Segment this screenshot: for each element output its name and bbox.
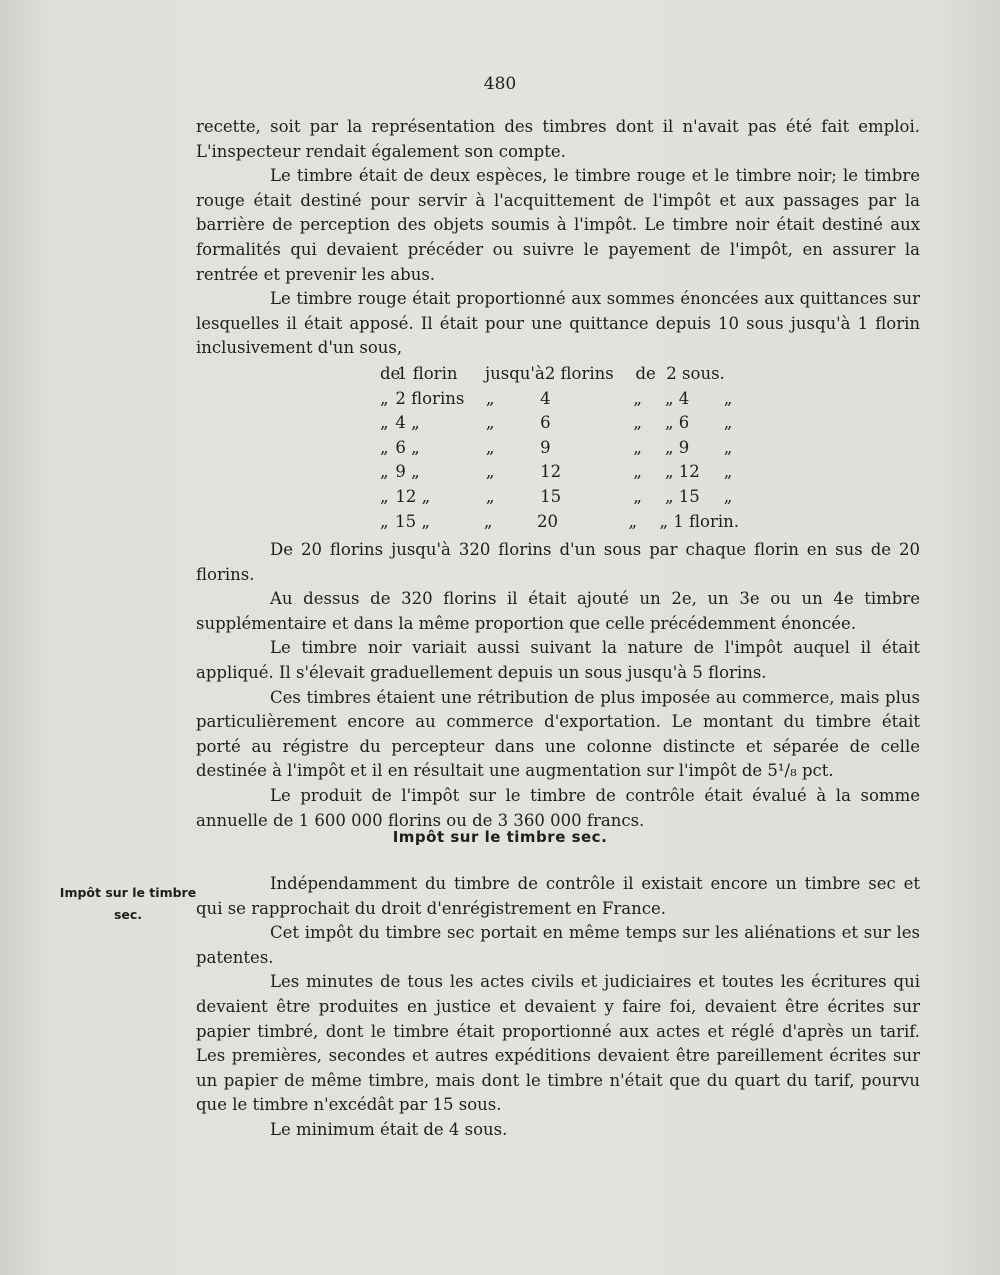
tariff-cell: „ <box>380 388 389 408</box>
tariff-cell: „ <box>380 486 389 506</box>
tariff-cell <box>725 362 760 387</box>
tariff-row <box>380 411 760 436</box>
tariff-cell: „ <box>723 486 733 506</box>
tariff-cell: „ <box>485 388 495 408</box>
tariff-cell: 20 <box>537 511 559 531</box>
tariff-cell: 15 <box>540 486 562 506</box>
tariff-cell: „ <box>380 437 389 457</box>
tariff-cell: „ <box>380 413 389 433</box>
paragraph: Le timbre rouge était proportionné aux sommes énoncées aux quittances sur lesquelles il était apposé. Il était pour une quittance depuis 10 sous jusqu'à 1 florin inclusivement d'un sous, <box>196 289 920 358</box>
tariff-cell: de <box>635 364 656 383</box>
tariff-cell: „ <box>485 437 495 457</box>
text-block-top <box>196 115 920 361</box>
tariff-cell: „ <box>723 437 733 457</box>
tariff-cell: „ 6 <box>664 413 690 433</box>
tariff-cell: „ <box>633 486 642 506</box>
tariff-cell: „ 4 <box>664 388 690 408</box>
tariff-row <box>380 436 760 461</box>
tariff-table <box>380 362 760 534</box>
tariff-cell: 12 „ <box>395 486 431 506</box>
tariff-cell <box>725 510 761 535</box>
tariff-cell: „ <box>633 388 642 408</box>
tariff-cell: „ <box>628 511 637 531</box>
tariff-cell: 9 „ <box>395 462 420 482</box>
tariff-cell: de <box>380 364 401 383</box>
tariff-cell: 2 florins <box>395 388 465 408</box>
tariff-cell: 4 „ <box>395 413 420 433</box>
tariff-row <box>380 460 760 485</box>
paragraph: Ces timbres étaient une rétribution de plus imposée au commerce, mais plus particulièrement encore au commerce d'exportation. Le montant du timbre était porté au régistre du percepteur dans une colonne distincte et séparée de celle destinée à l'impôt et il en résultait une augmentation sur l'impôt de 5¹/₈ pct. <box>196 687 920 781</box>
text-block-middle <box>196 538 920 833</box>
tariff-cell: 2 florins <box>544 364 614 383</box>
paragraph: Le timbre noir variait aussi suivant la nature de l'impôt auquel il était appliqué. Il s'élevait graduellement depuis un sous jusqu'à 5 florins. <box>196 638 920 682</box>
tariff-cell: „ <box>723 462 733 482</box>
tariff-cell: 4 <box>540 388 551 408</box>
tariff-cell: „ <box>485 413 495 433</box>
tariff-cell: „ <box>723 413 733 433</box>
paragraph: Le minimum était de 4 sous. <box>270 1119 508 1139</box>
paragraph: Indépendamment du timbre de contrôle il existait encore un timbre sec et qui se rapprochait du droit d'enrégistrement en France. <box>196 874 920 918</box>
tariff-cell: „ <box>633 437 642 457</box>
tariff-cell: „ <box>485 486 495 506</box>
paragraph: Les minutes de tous les actes civils et judiciaires et toutes les écritures qui devaient être produites en justice et devaient y faire foi, devaient être écrites sur papier timbré, dont le timbre était proportionné aux actes et réglé d'après un tarif. Les premières, secondes et autres expéditions devaient être pareillement écrites sur un papier de même timbre, mais dont le timbre n'était que du quart du tarif, pourvu que le timbre n'excédât par 15 sous. <box>196 972 920 1115</box>
tariff-cell: 6 „ <box>395 437 420 457</box>
tariff-cell: „ 12 <box>664 462 700 482</box>
paragraph: Le produit de l'impôt sur le timbre de contrôle était évalué à la somme annuelle de 1 600 000 florins ou de 3 360 000 francs. <box>196 785 920 830</box>
tariff-cell: „ <box>380 511 389 531</box>
tariff-row <box>380 510 760 535</box>
tariff-cell: „ 15 <box>664 486 700 506</box>
tariff-cell: „ <box>723 388 733 408</box>
page-number: 480 <box>483 74 517 94</box>
paragraph: De 20 florins jusqu'à 320 florins d'un sous par chaque florin en sus de 20 florins. <box>196 540 920 584</box>
tariff-cell: 15 „ <box>395 511 430 531</box>
tariff-row <box>380 362 760 387</box>
tariff-cell: „ <box>485 462 495 482</box>
tariff-cell: jusqu'à <box>485 364 545 383</box>
tariff-cell: 12 <box>540 462 562 482</box>
tariff-cell: „ <box>633 413 642 433</box>
paragraph: Au dessus de 320 florins il était ajouté un 2e, un 3e ou un 4e timbre supplémentaire et dans la même proportion que celle précédemment énoncée. <box>196 589 920 633</box>
text-block-bottom <box>196 872 920 1143</box>
tariff-cell: „ <box>483 511 493 531</box>
tariff-cell: 9 <box>540 437 551 457</box>
tariff-row <box>380 387 760 412</box>
tariff-cell: „ <box>633 462 642 482</box>
tariff-row <box>380 485 760 510</box>
paragraph: Cet impôt du timbre sec portait en même temps sur les aliénations et sur les patentes. <box>196 923 920 967</box>
tariff-cell: „ <box>380 462 389 482</box>
tariff-cell: 1 florin <box>397 364 458 383</box>
tariff-cell: 6 <box>540 413 551 433</box>
tariff-cell: 2 sous. <box>666 364 725 383</box>
marginal-note: Impôt sur le timbre sec. <box>59 885 197 922</box>
section-heading: Impôt sur le timbre sec. <box>392 828 608 846</box>
paragraph: Le timbre était de deux espèces, le timbre rouge et le timbre noir; le timbre rouge était destiné pour servir à l'acquittement de l'impôt et aux passages par la barrière de perception des objets soumis à l'impôt. Le timbre noir était destiné aux formalités qui devaient précéder ou suivre le payement de l'impôt, en assurer la rentrée et prevenir les abus. <box>196 166 920 284</box>
paragraph: recette, soit par la représentation des timbres dont il n'avait pas été fait emploi. L'inspecteur rendait également son compte. <box>196 117 920 161</box>
tariff-cell: „ 9 <box>664 437 690 457</box>
tariff-cell: „ 1 florin. <box>659 511 740 531</box>
